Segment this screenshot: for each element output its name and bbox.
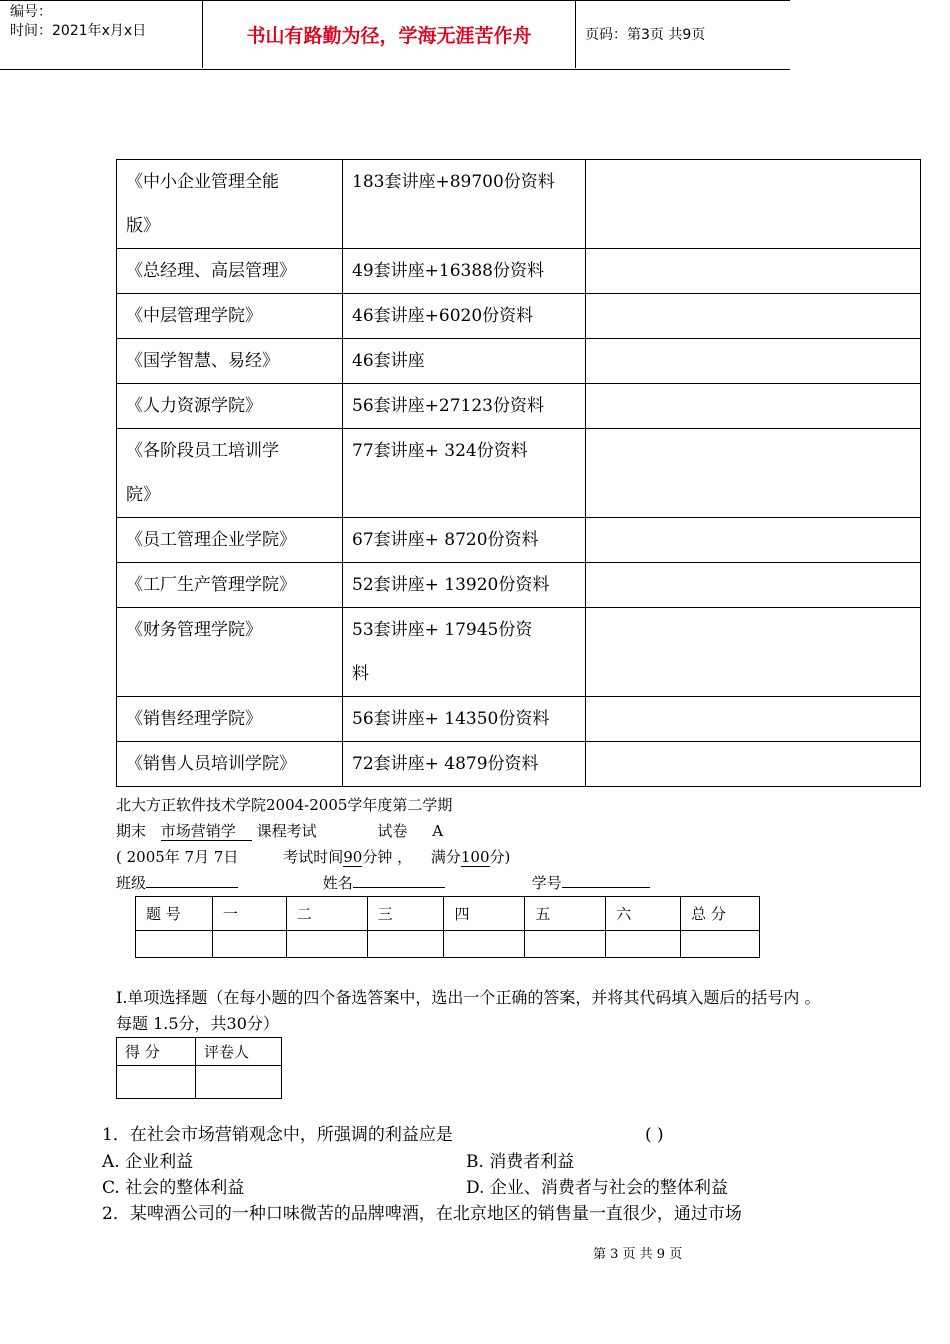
resource-detail xyxy=(343,429,586,518)
time-prefix: 考试时间 xyxy=(283,848,344,866)
resource-detail-line: 53套讲座+ 17945份资 xyxy=(352,620,533,640)
option-c[interactable]: C. 社会的整体利益 xyxy=(102,1178,245,1198)
resource-detail xyxy=(343,742,586,787)
score-table-cell[interactable] xyxy=(444,931,525,958)
course-line xyxy=(116,819,443,843)
page-header xyxy=(0,0,790,70)
score-table-header: 一 xyxy=(212,897,286,931)
grader-header: 评卷人 xyxy=(196,1038,282,1066)
resource-row xyxy=(117,697,921,742)
course-suffix: 课程考试 xyxy=(256,822,317,840)
resource-extra xyxy=(586,429,921,518)
resource-name xyxy=(117,384,343,429)
id-label: 学号 xyxy=(531,874,562,892)
resource-name-line: 《员工管理企业学院》 xyxy=(126,530,296,550)
resource-detail-line: 67套讲座+ 8720份资料 xyxy=(352,530,539,550)
course-name: 市场营销学 xyxy=(161,822,252,841)
resource-row xyxy=(117,384,921,429)
resource-extra xyxy=(586,608,921,697)
name-field[interactable] xyxy=(353,887,445,888)
resource-extra xyxy=(586,249,921,294)
resource-name-line: 《总经理、高层管理》 xyxy=(126,261,296,281)
resource-row xyxy=(117,518,921,563)
resource-name xyxy=(117,429,343,518)
student-info-line xyxy=(116,871,650,895)
score-table-header: 五 xyxy=(525,897,606,931)
term-label: 期末 xyxy=(116,822,147,840)
resource-extra xyxy=(586,294,921,339)
paper-code: A xyxy=(432,822,444,840)
score-cell[interactable] xyxy=(117,1066,196,1099)
resource-name xyxy=(117,249,343,294)
time-label: 时间：2021年x月x日 xyxy=(10,23,147,39)
full-prefix: 满分 xyxy=(430,848,461,866)
resource-detail-line: 77套讲座+ 324份资料 xyxy=(352,441,528,461)
resource-row xyxy=(117,249,921,294)
score-table-cell[interactable] xyxy=(525,931,606,958)
score-table-header: 六 xyxy=(606,897,681,931)
resource-detail xyxy=(343,160,586,249)
option-b[interactable]: B. 消费者利益 xyxy=(466,1152,575,1172)
option-d[interactable]: D. 企业、消费者与社会的整体利益 xyxy=(466,1178,728,1198)
header-meta xyxy=(0,0,203,68)
resource-detail-line: 72套讲座+ 4879份资料 xyxy=(352,754,539,774)
resource-name xyxy=(117,563,343,608)
score-table xyxy=(135,896,760,958)
resource-detail xyxy=(343,384,586,429)
resource-row xyxy=(117,742,921,787)
score-table-cell[interactable] xyxy=(286,931,367,958)
resource-detail xyxy=(343,697,586,742)
resource-detail-line: 52套讲座+ 13920份资料 xyxy=(352,575,550,595)
resource-row xyxy=(117,294,921,339)
resource-detail-line: 料 xyxy=(352,664,369,684)
resource-name xyxy=(117,160,343,249)
option-a[interactable]: A. 企业利益 xyxy=(102,1152,194,1172)
number-label: 编号： xyxy=(10,4,52,20)
score-table-cell[interactable] xyxy=(212,931,286,958)
score-table-header: 二 xyxy=(286,897,367,931)
grader-table xyxy=(116,1037,282,1099)
resource-extra xyxy=(586,339,921,384)
question-1: 1．在社会市场营销观念中，所强调的利益应是 xyxy=(102,1125,453,1145)
score-table-header: 总 分 xyxy=(681,897,760,931)
exam-date: ( 2005年 7月 7日 xyxy=(116,848,239,866)
time-suffix: 分钟 ， xyxy=(362,848,413,866)
resource-name-line: 《人力资源学院》 xyxy=(126,396,262,416)
page-footer: 第 3 页 共 9 页 xyxy=(593,1247,683,1262)
name-label: 姓名 xyxy=(322,874,353,892)
score-table-cell[interactable] xyxy=(681,931,760,958)
resource-name-line: 《工厂生产管理学院》 xyxy=(126,575,296,595)
score-header: 得 分 xyxy=(117,1038,196,1066)
paper-label: 试卷 xyxy=(377,822,408,840)
resource-detail-line: 49套讲座+16388份资料 xyxy=(352,261,544,281)
resource-name xyxy=(117,339,343,384)
id-field[interactable] xyxy=(562,887,650,888)
resource-name-line: 《中小企业管理全能 xyxy=(126,172,279,192)
resource-name-line: 《财务管理学院》 xyxy=(126,620,262,640)
score-table-header: 四 xyxy=(444,897,525,931)
resource-detail-line: 56套讲座+27123份资料 xyxy=(352,396,544,416)
school-line: 北大方正软件技术学院2004-2005学年度第二学期 xyxy=(116,796,453,814)
resource-name-line: 《国学智慧、易经》 xyxy=(126,351,279,371)
resource-name-line: 《各阶段员工培训学 xyxy=(126,441,279,461)
resource-extra xyxy=(586,160,921,249)
resource-extra xyxy=(586,384,921,429)
resource-row xyxy=(117,563,921,608)
resource-detail xyxy=(343,339,586,384)
resource-name xyxy=(117,742,343,787)
exam-time-line xyxy=(116,845,510,869)
resource-detail xyxy=(343,518,586,563)
resource-detail-line: 46套讲座 xyxy=(352,351,425,371)
score-table-header: 三 xyxy=(367,897,444,931)
resource-detail-line: 183套讲座+89700份资料 xyxy=(352,172,555,192)
score-table-cell[interactable] xyxy=(136,931,213,958)
question-1-answer-bracket[interactable]: ( ) xyxy=(645,1125,664,1145)
header-page-info: 页码：第3页 共9页 xyxy=(585,27,706,43)
resource-extra xyxy=(586,518,921,563)
full-suffix: 分) xyxy=(489,848,511,866)
header-motto: 书山有路勤为径，学海无涯苦作舟 xyxy=(203,0,576,68)
resource-extra xyxy=(586,563,921,608)
resource-row xyxy=(117,160,921,249)
class-label: 班级 xyxy=(116,874,147,892)
resource-name xyxy=(117,518,343,563)
full-score: 100 xyxy=(460,848,490,866)
resource-table xyxy=(116,159,921,787)
resource-name-line: 院》 xyxy=(126,485,160,505)
resource-name-line: 《销售经理学院》 xyxy=(126,709,262,729)
exam-minutes: 90 xyxy=(343,848,363,866)
resource-detail xyxy=(343,294,586,339)
score-table-header: 题 号 xyxy=(136,897,213,931)
resource-name-line: 版》 xyxy=(126,216,160,236)
resource-name-line: 《销售人员培训学院》 xyxy=(126,754,296,774)
resource-extra xyxy=(586,742,921,787)
resource-detail-line: 46套讲座+6020份资料 xyxy=(352,306,534,326)
resource-name xyxy=(117,697,343,742)
resource-row xyxy=(117,429,921,518)
section-subtitle: 每题 1.5分，共30分） xyxy=(116,1014,279,1033)
resource-detail xyxy=(343,249,586,294)
resource-row xyxy=(117,339,921,384)
score-table-cell[interactable] xyxy=(606,931,681,958)
class-field[interactable] xyxy=(146,887,238,888)
resource-name xyxy=(117,608,343,697)
resource-name xyxy=(117,294,343,339)
section-title: I.单项选择题（在每小题的四个备选答案中，选出一个正确的答案，并将其代码填入题后的括号内 。 xyxy=(116,988,821,1007)
grader-cell[interactable] xyxy=(196,1066,282,1099)
resource-detail-line: 56套讲座+ 14350份资料 xyxy=(352,709,550,729)
resource-row xyxy=(117,608,921,697)
resource-detail xyxy=(343,608,586,697)
resource-name-line: 《中层管理学院》 xyxy=(126,306,262,326)
question-2: 2．某啤酒公司的一种口味微苦的品牌啤酒，在北京地区的销售量一直很少，通过市场 xyxy=(102,1204,742,1224)
resource-extra xyxy=(586,697,921,742)
resource-detail xyxy=(343,563,586,608)
score-table-cell[interactable] xyxy=(367,931,444,958)
